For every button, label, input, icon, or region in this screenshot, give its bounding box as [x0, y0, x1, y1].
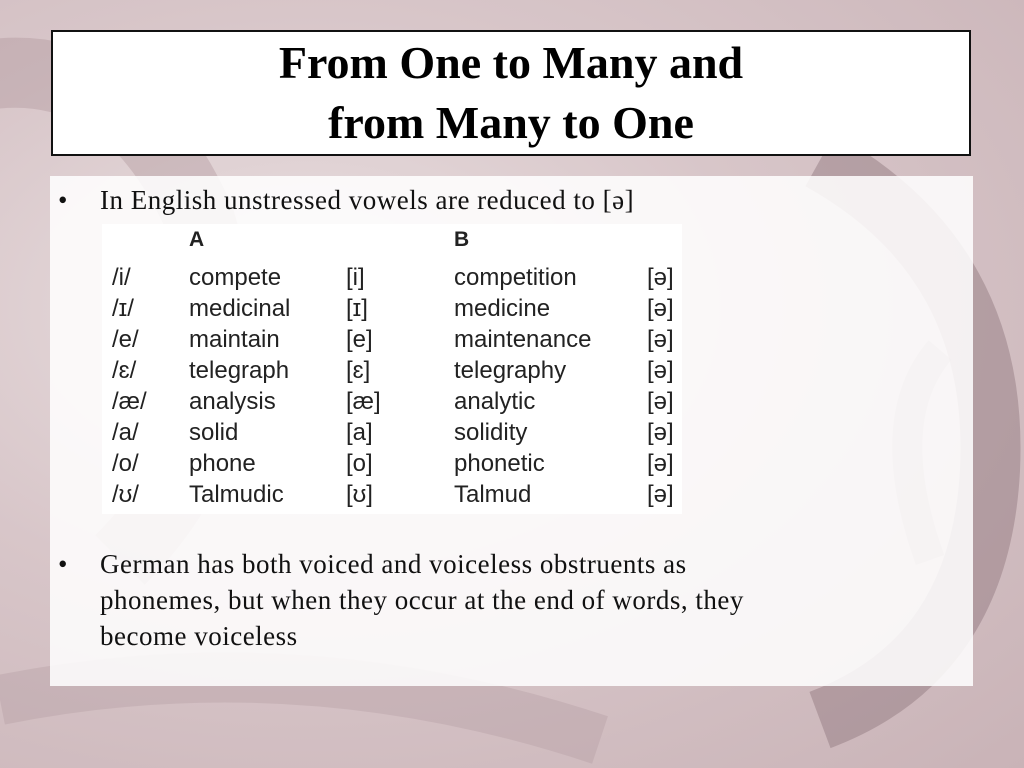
table-cell-word-b: maintenance [454, 326, 592, 353]
table-row [102, 262, 682, 293]
table-cell-word-b: competition [454, 264, 577, 291]
bullet-2-text [100, 546, 940, 654]
table-cell-word-a: compete [189, 264, 282, 291]
table-cell-realization-b: [ə] [647, 357, 674, 384]
table-cell-word-a: telegraph [189, 357, 290, 384]
table-row [102, 324, 682, 355]
bullet-2-line-3: become voiceless [100, 621, 298, 651]
table-cell-phoneme: /ɛ/ [112, 357, 137, 384]
table-cell-realization-a: [ɛ] [346, 357, 371, 384]
table-cell-realization-a: [ʊ] [346, 481, 373, 508]
table-cell-realization-a: [i] [346, 264, 365, 291]
table-row [102, 479, 682, 510]
table-cell-realization-a: [ɪ] [346, 295, 368, 322]
table-row [102, 355, 682, 386]
table-cell-realization-b: [ə] [647, 264, 674, 291]
title-box [51, 30, 971, 156]
table-cell-word-a: solid [189, 419, 239, 446]
table-row [102, 293, 682, 324]
title-line-1: From One to Many and [278, 37, 744, 88]
table-cell-phoneme: /i/ [112, 264, 131, 291]
table-cell-phoneme: /æ/ [112, 388, 147, 415]
table-cell-realization-b: [ə] [647, 295, 674, 322]
table-cell-realization-a: [o] [346, 450, 373, 477]
table-cell-phoneme: /o/ [112, 450, 139, 477]
table-cell-word-b: phonetic [454, 450, 545, 477]
table-cell-word-a: Talmudic [189, 481, 284, 508]
table-header-b: B [454, 228, 470, 251]
table-cell-realization-a: [a] [346, 419, 373, 446]
bullet-marker: • [58, 185, 68, 215]
bullet-marker: • [58, 549, 68, 579]
table-cell-realization-a: [e] [346, 326, 373, 353]
table-cell-word-b: medicine [454, 295, 551, 322]
table-cell-phoneme: /a/ [112, 419, 139, 446]
title-line-2: from Many to One [328, 97, 694, 148]
vowel-reduction-table [102, 224, 682, 514]
table-row [102, 386, 682, 417]
table-cell-realization-a: [æ] [346, 388, 381, 415]
table-cell-realization-b: [ə] [647, 450, 674, 477]
table-row [102, 417, 682, 448]
table-cell-phoneme: /e/ [112, 326, 139, 353]
table-row [102, 448, 682, 479]
table-cell-word-a: maintain [189, 326, 280, 353]
bullet-2-line-2: phonemes, but when they occur at the end of words, they [100, 585, 744, 615]
table-header-a: A [189, 228, 205, 251]
table-cell-word-a: phone [189, 450, 256, 477]
table-cell-phoneme: /ʊ/ [112, 481, 139, 508]
table-cell-realization-b: [ə] [647, 481, 674, 508]
table-cell-realization-b: [ə] [647, 326, 674, 353]
bullet-1-text: In English unstressed vowels are reduced to [ə] [100, 185, 635, 215]
table-cell-word-b: telegraphy [454, 357, 567, 384]
bullet-2-line-1: German has both voiced and voiceless obstruents as [100, 549, 687, 579]
table-cell-word-b: Talmud [454, 481, 532, 508]
table-cell-word-a: analysis [189, 388, 276, 415]
table-cell-realization-b: [ə] [647, 419, 674, 446]
table-cell-word-b: analytic [454, 388, 536, 415]
table-cell-word-b: solidity [454, 419, 528, 446]
content-area [50, 176, 973, 686]
table-cell-word-a: medicinal [189, 295, 291, 322]
table-cell-phoneme: /ɪ/ [112, 295, 134, 322]
table-cell-realization-b: [ə] [647, 388, 674, 415]
